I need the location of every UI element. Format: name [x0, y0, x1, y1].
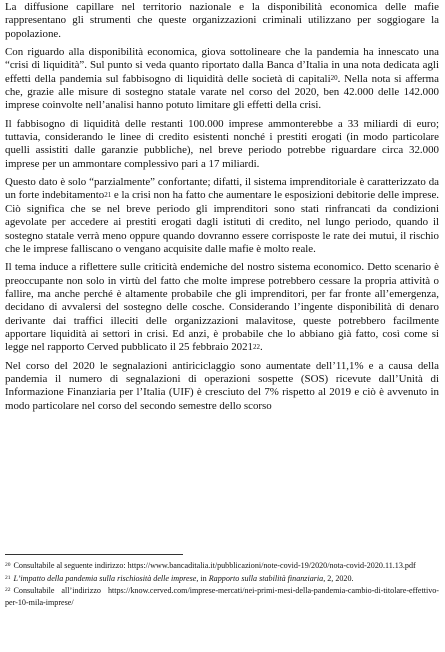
paragraph: [5, 118, 439, 171]
footnotes: [5, 561, 439, 609]
body-text: [5, 0, 439, 548]
paragraph: [5, 46, 439, 113]
footnote-reference[interactable]: 20: [330, 74, 338, 83]
footnote-italic-title: L’impatto della pandemia sulla rischiosità delle imprese: [13, 573, 197, 583]
paragraph: [5, 176, 439, 256]
paragraph-text: Nel corso del 2020 le segnalazioni antiriciclaggio sono aumentate dell’11,1% e a causa della pandemia il numero di segnalazioni di operazioni sospette (SOS) ricevute dall’Unità di Informazione Finanziaria per l’Italia (UIF) è cresciuto del 7% rispetto al 2019 e ciò è avvenuto in modo particolare nel corso del secondo semestre dello scorso: [5, 359, 439, 412]
footnote-text: Consultabile all’indirizzo https://know.cerved.com/imprese-mercati/nei-primi-mesi-della-pandemia-cambio-di-titolare-effettivo-per-10-mila-imprese/: [5, 586, 439, 607]
paragraph-text: Il tema induce a riflettere sulle criticità endemiche del nostro sistema economico. Detto scenario è preoccupante non solo in virtù del fatto che molte imprese potrebbero cessare la propria attività o fallire, ma anche perché è altamente probabile che gli imprenditori, per far fronte all’emergenza, decidano di avvalersi del sostegno delle cosche. Considerando l’ingente disponibilità di denaro derivante dai traffici illeciti delle organizzazioni malavitose, queste potrebbero facilmente apportare liquidità ai settori in crisi. Ed anzi, è probabile che lo abbiano già fatto, così come si legge nel rapporto Cerved pubblicato il 25 febbraio 2021: [5, 261, 439, 354]
footnote-number: 22: [5, 587, 11, 594]
paragraph-text: La diffusione capillare nel territorio nazionale e la disponibilità economica delle mafie rappresentano gli strumenti che queste organizzazioni criminali utilizzano per soggiogare la popolazione.: [5, 1, 439, 40]
paragraph-text: Questo dato è solo “parzialmente” confortante; difatti, il sistema imprenditoriale è caratterizzato da un forte indebitamento: [5, 176, 439, 202]
footnote: [5, 561, 439, 573]
footnote: [5, 586, 439, 608]
footnote-text: Consultabile al seguente indirizzo: https://www.bancaditalia.it/pubblicazioni/note-covid-19/2020/nota-covid-2020.11.13.pdf: [13, 561, 416, 570]
paragraph-text: .: [260, 341, 263, 354]
paragraph-text: . Nella nota si afferma che, grazie alle misure di sostegno statale varate nel corso del 2020, ben 42.000 delle 142.000 imprese coinvolte nell’analisi hanno potuto limitare gli effetti della crisi.: [5, 72, 439, 112]
footnote-reference[interactable]: 22: [253, 342, 260, 351]
paragraph: [5, 1, 439, 41]
footnote: [5, 574, 439, 586]
footnote-italic-source: Rapporto sulla stabilità finanziaria: [208, 573, 324, 583]
paragraph: [5, 360, 439, 413]
footnote-reference[interactable]: 21: [104, 191, 112, 200]
paragraph: [5, 261, 439, 354]
paragraph-text: Il fabbisogno di liquidità delle restanti 100.000 imprese ammonterebbe a 33 miliardi di euro; tuttavia, considerando le linee di credito esistenti nonché i prestiti erogati (in modo particolare quelli assistiti dalle garanzie pubbliche), nel breve periodo potrebbe riguardare circa 32.000 imprese per un ammontare complessivo pari a 17 miliardi.: [5, 117, 439, 170]
footnote-number: 20: [5, 562, 11, 568]
footnote-text: , in: [196, 573, 209, 583]
paragraph-text: e la crisi non ha fatto che aumentare le esposizioni debitorie delle imprese. Ciò significa che se nel breve periodo gli imprenditori sono stati rinfrancati da condizioni agevolate per accedere ai prestiti erogati dagli istituti di credito, nel lungo periodo, quando il sostegno statale verrà meno oppure quando dovranno essere corrisposte le rate dei mutui, il rischio che le imprese falliscano o vengano acquisite dalle mafie è molto reale.: [5, 189, 439, 255]
footnote-text: , 2, 2020.: [323, 573, 354, 583]
footnote-separator: [5, 554, 183, 555]
footnote-number: 21: [5, 574, 11, 581]
paragraph-text: Con riguardo alla disponibilità economica, giova sottolineare che la pandemia ha innescato una “crisi di liquidità”. Sul punto si veda quanto riportato dalla Banca d’Italia in una nota dedicata agli effetti della pandemia sul fabbisogno di liquidità delle società di capitali: [5, 46, 439, 85]
